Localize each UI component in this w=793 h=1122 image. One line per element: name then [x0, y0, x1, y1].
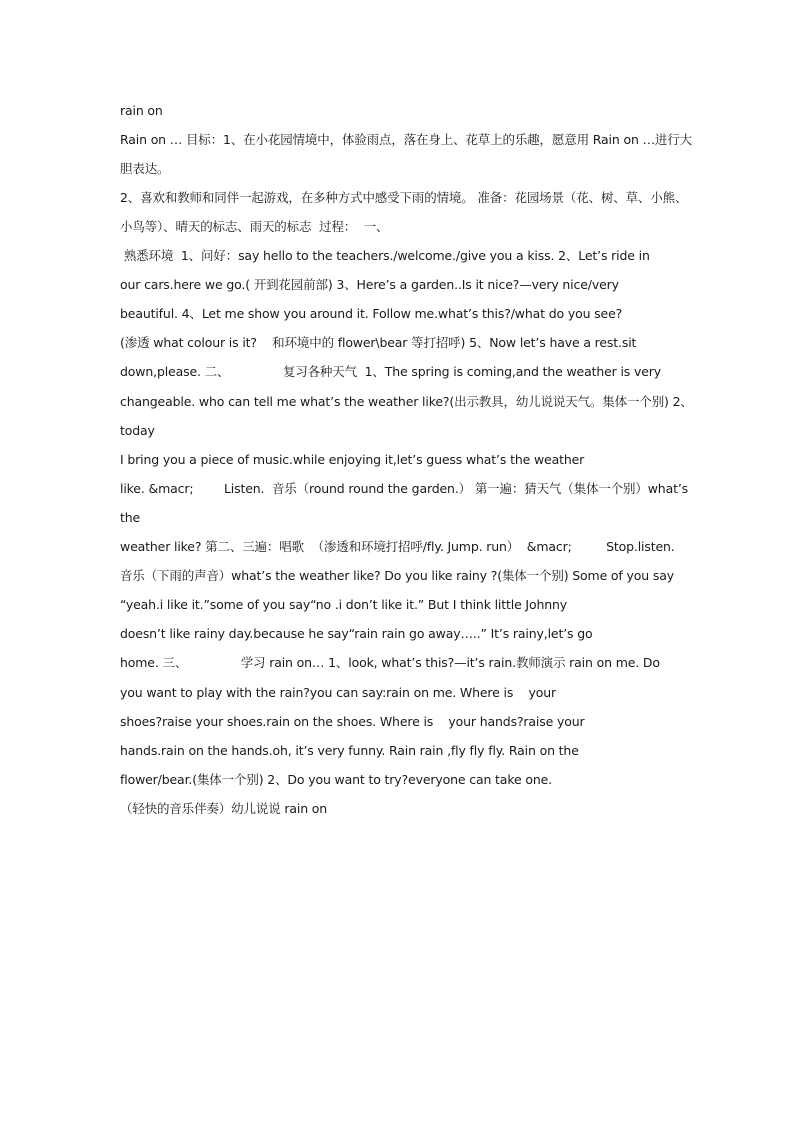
text-line: down,please. 二、 复习各种天气 1、The spring is coming,and the weather is very: [120, 364, 662, 379]
text-line: weather like? 第二、三遍：唱歌 （渗透和环境打招呼/fly. Jump. run） &macr; Stop.listen.: [120, 539, 675, 554]
text-line: 音乐（下雨的声音）what’s the weather like? Do you like rainy ?(集体一个别) Some of you say: [120, 568, 674, 583]
text-line: today: [120, 423, 155, 438]
text-line: （轻快的音乐伴奏）幼儿说说 rain on: [120, 801, 328, 816]
text-line: you want to play with the rain?you can say:rain on me. Where is your: [120, 685, 556, 700]
text-line: I bring you a piece of music.while enjoying it,let’s guess what’s the weather: [120, 452, 585, 467]
text-line: rain on: [120, 103, 163, 118]
text-line: 2、喜欢和教师和同伴一起游戏，在多种方式中感受下雨的情境。 准备：花园场景（花、树、草、小熊、: [120, 190, 688, 205]
text-line: like. &macr; Listen. 音乐（round round the garden.） 第一遍：猜天气（集体一个别）what’s: [120, 481, 689, 496]
text-line: Rain on … 目标：1、在小花园情境中，体验雨点，落在身上、花草上的乐趣，愿意用 Rain on …进行大: [120, 132, 692, 147]
text-line: flower/bear.(集体一个别) 2、Do you want to try?everyone can take one.: [120, 772, 552, 787]
text-line: doesn’t like rainy day.because he say“rain rain go away…..” It’s rainy,let’s go: [120, 626, 593, 641]
text-line: hands.rain on the hands.oh, it’s very funny. Rain rain ,fly fly fly. Rain on the: [120, 743, 579, 758]
text-line: our cars.here we go.( 开到花园前部) 3、Here’s a garden..Is it nice?—very nice/very: [120, 277, 619, 292]
text-line: (渗透 what colour is it? 和环境中的 flower\bear 等打招呼) 5、Now let’s have a rest.sit: [120, 335, 637, 350]
text-line: beautiful. 4、Let me show you around it. Follow me.what’s this?/what do you see?: [120, 306, 623, 321]
text-line: 胆表达。: [120, 161, 170, 176]
text-line: home. 三、 学习 rain on… 1、look, what’s this?—it’s rain.教师演示 rain on me. Do: [120, 655, 660, 670]
text-line: “yeah.i like it.”some of you say“no .i don’t like it.” But I think little Johnny: [120, 597, 568, 612]
text-line: shoes?raise your shoes.rain on the shoes. Where is your hands?raise your: [120, 714, 585, 729]
text-line: 小鸟等）、晴天的标志、雨天的标志 过程： 一、: [120, 219, 389, 234]
text-line: the: [120, 510, 141, 525]
text-line: changeable. who can tell me what’s the weather like?(出示教具，幼儿说说天气。集体一个别) 2、: [120, 394, 693, 409]
text-line: 熟悉环境 1、问好：say hello to the teachers./welcome./give you a kiss. 2、Let’s ride in: [120, 248, 650, 263]
